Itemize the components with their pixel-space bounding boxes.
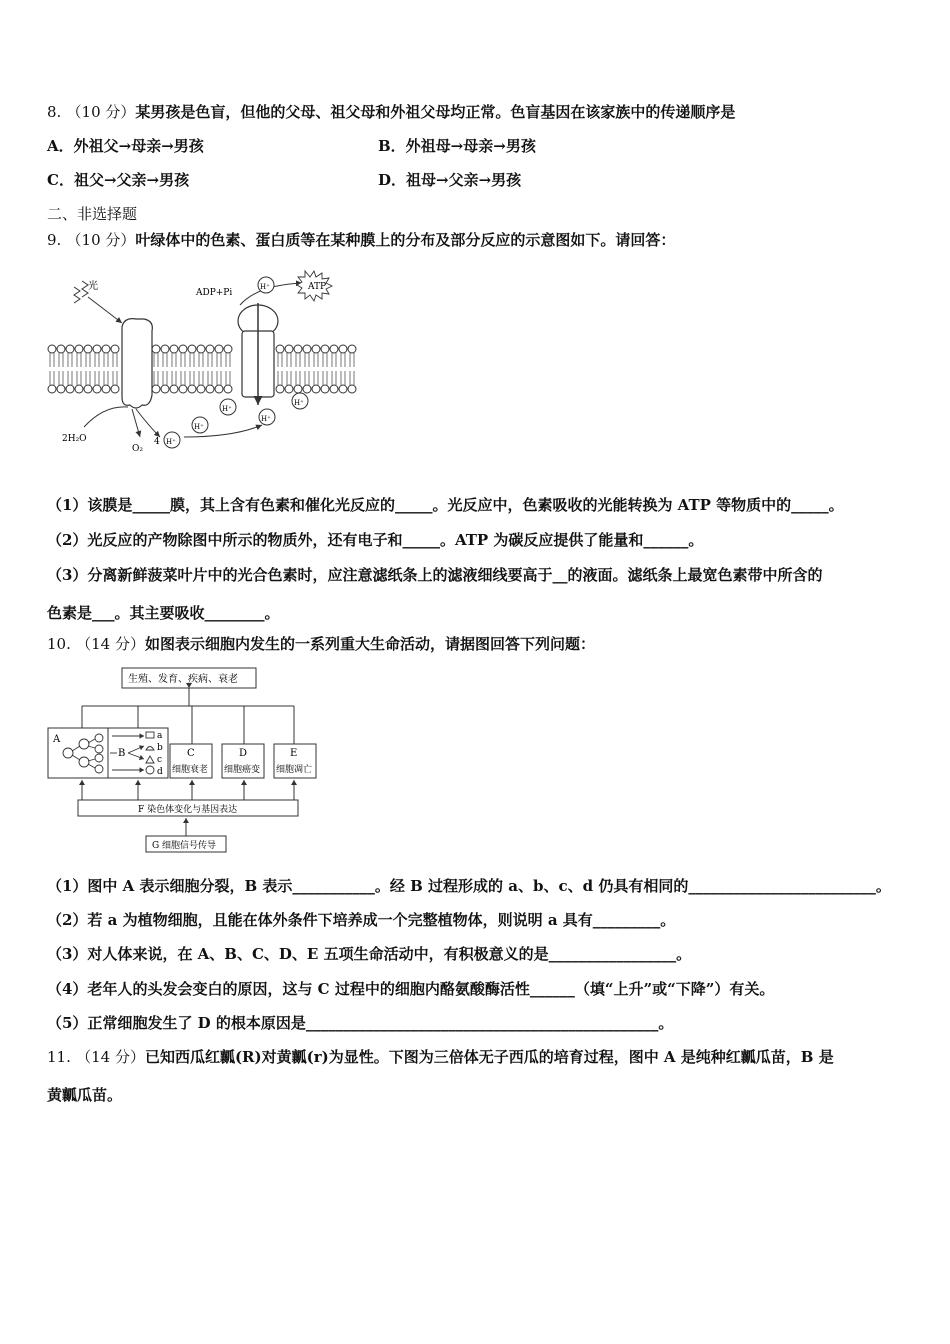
q9-points: （10 分） bbox=[66, 231, 136, 249]
h-ion-5: H⁺ bbox=[166, 438, 176, 446]
label-b-lower: b bbox=[157, 743, 163, 753]
label-e: E bbox=[290, 748, 298, 759]
q9-part3-line1: （3）分离新鲜菠菜叶片中的光合色素时，应注意滤纸条上的滤液细线要高于__的液面。滤纸条上最宽色素带中所含的 bbox=[47, 566, 823, 584]
light-label: 光 bbox=[88, 281, 98, 292]
q11-points: （14 分） bbox=[76, 1048, 145, 1066]
q8-option-b: B．外祖母→母亲→男孩 bbox=[378, 137, 536, 155]
q8-stem-text: 某男孩是色盲，但他的父母、祖父母和外祖父母均正常。色盲基因在该家族中的传递顺序是 bbox=[135, 103, 736, 121]
q9-part2: （2）光反应的产物除图中所示的物质外，还有电子和_____。ATP 为碳反应提供了能量和______。 bbox=[47, 531, 704, 549]
q8-points: （10 分） bbox=[66, 103, 136, 121]
q10-part4: （4）老年人的头发会变白的原因，这与 C 过程中的细胞内酪氨酸酶活性______（填“上升”或“下降”）有关。 bbox=[47, 980, 775, 998]
q10-part2: （2）若 a 为植物细胞，且能在体外条件下培养成一个完整植物体，则说明 a 具有_________。 bbox=[47, 911, 676, 929]
cell-life-activity-diagram bbox=[44, 666, 324, 858]
q10-part1: （1）图中 A 表示细胞分裂，B 表示___________。经 B 过程形成的 a、b、c、d 仍具有相同的_________________________。 bbox=[47, 877, 891, 895]
q9-number: 9. bbox=[47, 231, 62, 249]
q10-stem bbox=[47, 634, 595, 654]
q10-points: （14 分） bbox=[76, 635, 145, 653]
thylakoid-membrane-diagram bbox=[44, 265, 364, 460]
q8-option-a: A．外祖父→母亲→男孩 bbox=[47, 137, 204, 155]
label-b: B bbox=[118, 748, 126, 759]
label-f: F 染色体变化与基因表达 bbox=[138, 805, 238, 815]
photosystem-protein bbox=[122, 319, 152, 408]
q8-option-d: D．祖母→父亲→男孩 bbox=[378, 171, 522, 189]
q10-part3: （3）对人体来说，在 A、B、C、D、E 五项生命活动中，有积极意义的是_________________。 bbox=[47, 945, 692, 963]
label-c-name: 细胞衰老 bbox=[172, 765, 209, 775]
label-d: D bbox=[239, 748, 248, 759]
label-d-lower: d bbox=[157, 767, 163, 777]
q10-part5: （5）正常细胞发生了 D 的根本原因是_______________________________________________。 bbox=[47, 1014, 674, 1032]
q9-stem-text: 叶绿体中的色素、蛋白质等在某种膜上的分布及部分反应的示意图如下。请回答： bbox=[135, 231, 676, 249]
h-ion-top: H⁺ bbox=[260, 283, 270, 291]
section-heading: 二、非选择题 bbox=[47, 205, 138, 223]
h-ion-3: H⁺ bbox=[194, 423, 204, 431]
atp-label: ATP bbox=[308, 282, 327, 292]
label-a: A bbox=[53, 734, 61, 745]
label-a-lower: a bbox=[157, 731, 163, 741]
oxygen-label: O₂ bbox=[132, 444, 143, 454]
q9-part3-line2: 色素是___。其主要吸收________。 bbox=[47, 604, 280, 622]
four-label: 4 bbox=[154, 437, 160, 447]
h-ion-4: H⁺ bbox=[261, 415, 271, 423]
label-c-lower: c bbox=[157, 755, 163, 765]
label-c: C bbox=[187, 748, 195, 759]
q11-number: 11. bbox=[47, 1048, 71, 1066]
h-ion-2: H⁺ bbox=[294, 399, 304, 407]
h-ion-1: H⁺ bbox=[222, 405, 232, 413]
label-e-name: 细胞凋亡 bbox=[276, 765, 313, 775]
q10-stem-text: 如图表示细胞内发生的一系列重大生命活动，请据图回答下列问题： bbox=[144, 635, 595, 653]
q8-number: 8. bbox=[47, 103, 62, 121]
q9-stem bbox=[47, 230, 675, 250]
water-label: 2H₂O bbox=[62, 434, 87, 444]
adp-label: ADP+Pi bbox=[196, 288, 233, 298]
q8-option-c: C．祖父→父亲→男孩 bbox=[47, 171, 190, 189]
lipid-heads-top bbox=[48, 345, 356, 393]
label-g: G 细胞信号传导 bbox=[152, 841, 217, 851]
top-box-label: 生殖、发育、疾病、衰老 bbox=[128, 674, 238, 685]
q8-stem bbox=[47, 102, 735, 122]
q9-part1: （1）该膜是_____膜，其上含有色素和催化光反应的_____。光反应中，色素吸收的光能转换为 ATP 等物质中的_____。 bbox=[47, 496, 844, 514]
q10-number: 10. bbox=[47, 635, 71, 653]
label-d-name: 细胞癌变 bbox=[224, 765, 261, 775]
q11-stem-line2: 黄瓤瓜苗。 bbox=[47, 1086, 123, 1104]
q11-stem-text: 已知西瓜红瓤(R)对黄瓤(r)为显性。下图为三倍体无子西瓜的培育过程，图中 A 是纯种红瓤瓜苗，B 是 bbox=[144, 1048, 834, 1066]
q11-stem-line1 bbox=[47, 1047, 834, 1067]
